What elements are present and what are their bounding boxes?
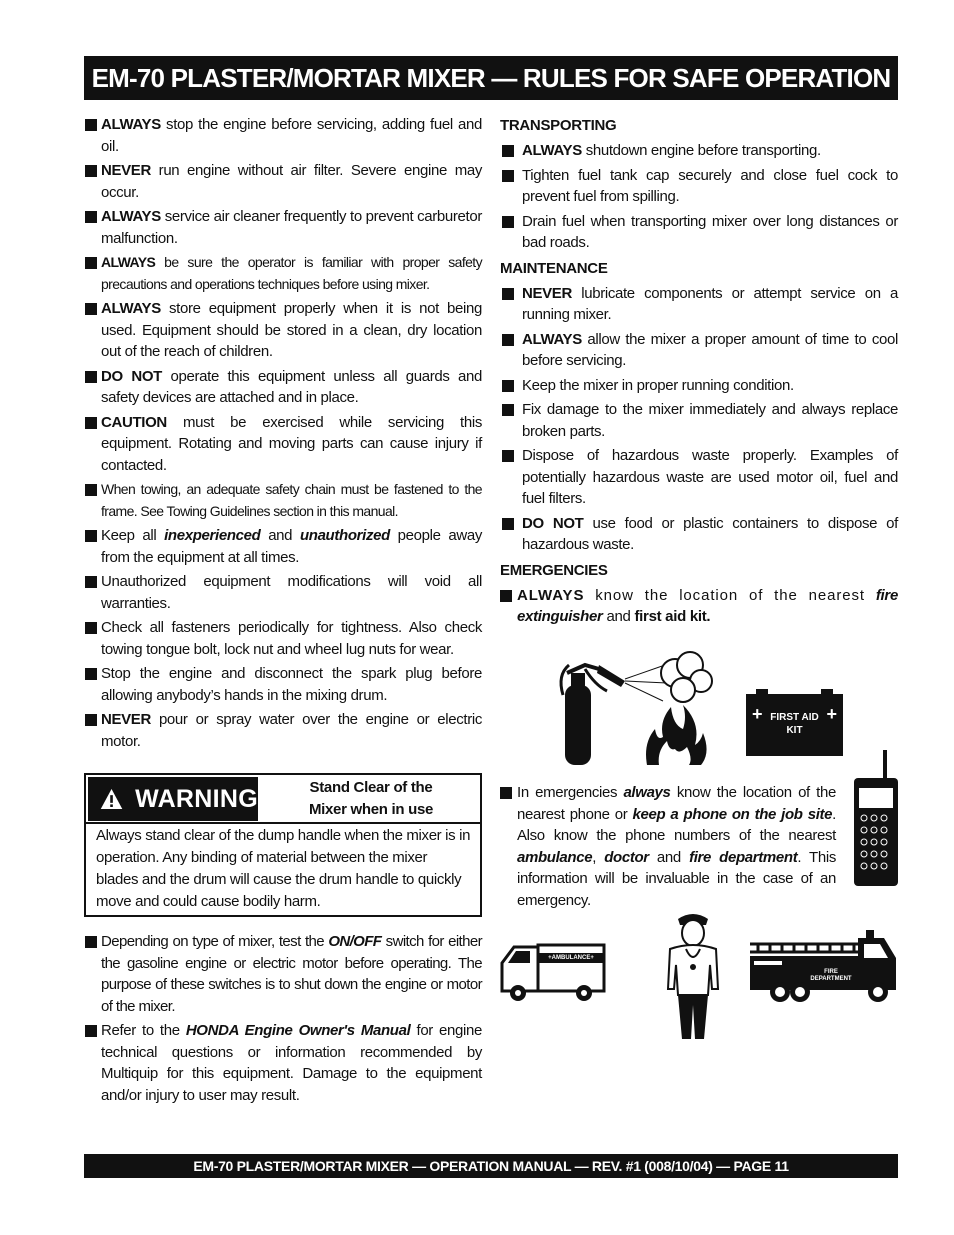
bullet-square-icon	[502, 518, 514, 530]
bullet-square-icon	[502, 380, 514, 392]
bullet-square-icon	[85, 211, 97, 223]
page-footer: EM-70 PLASTER/MORTAR MIXER — OPERATION MANUAL — REV. #1 (008/10/04) — PAGE 11	[84, 1154, 898, 1178]
list-item: NEVER lubricate components or attempt service on a running mixer.	[500, 283, 898, 326]
first-aid-kit-label: FIRST AID	[770, 712, 819, 723]
bullet-square-icon	[85, 936, 97, 948]
bullet-square-icon	[502, 334, 514, 346]
list-item: Drain fuel when transporting mixer over long distances or bad roads.	[500, 211, 898, 254]
fire-truck-label-line: FIRE	[824, 969, 838, 975]
right-column	[500, 114, 898, 631]
fire-truck-body-icon	[748, 928, 898, 1004]
section-heading-maintenance: MAINTENANCE	[500, 259, 608, 277]
list-item: ALWAYS store equipment properly when it is not being used. Equipment should be stored in a clean, dry location out of the reach of children.	[84, 298, 482, 363]
bullet-square-icon	[502, 216, 514, 228]
list-item: Depending on type of mixer, test the ON/OFF switch for either the gasoline engine or electric motor before operating. The purpose of these switches is to shut down the engine or motor of the mixer.	[84, 931, 482, 1017]
ambulance-icon	[500, 943, 606, 1003]
divider	[86, 822, 480, 824]
warning-caption-line: Stand Clear of the	[309, 779, 433, 796]
list-item: Stop the engine and disconnect the spark plug before allowing anybody’s hands in the mixing drum.	[84, 663, 482, 706]
bullet-square-icon	[85, 530, 97, 542]
list-item: ALWAYS stop the engine before servicing, adding fuel and oil.	[84, 114, 482, 157]
mobile-phone-icon	[853, 750, 899, 888]
bullet-square-icon	[85, 484, 97, 496]
fire-truck-icon	[748, 928, 898, 1004]
left-column-lower	[84, 931, 482, 1109]
list-item: Fix damage to the mixer immediately and always replace broken parts.	[500, 399, 898, 442]
list-item: Keep all inexperienced and unauthorized people away from the equipment at all times.	[84, 525, 482, 568]
list-item: Tighten fuel tank cap securely and close fuel cock to prevent fuel from spilling.	[500, 165, 898, 208]
bullet-square-icon	[502, 450, 514, 462]
list-item: DO NOT use food or plastic containers to dispose of hazardous waste.	[500, 513, 898, 556]
warning-triangle-icon	[100, 785, 123, 813]
bullet-square-icon	[85, 303, 97, 315]
list-item: NEVER run engine without air filter. Severe engine may occur.	[84, 160, 482, 203]
plus-icon: +	[826, 704, 837, 724]
warning-badge	[88, 777, 258, 821]
warning-text: Always stand clear of the dump handle when the mixer is in operation. Any binding of material between the mixer blades and the drum will cause the drum handle to quickly move and could cause bodily harm.	[96, 827, 471, 910]
list-item: Keep the mixer in proper running condition.	[500, 375, 898, 397]
warning-label: WARNING	[135, 784, 258, 813]
list-item: Refer to the HONDA Engine Owner's Manual for engine technical questions or information recommended by Multiquip for this equipment. Damage to the equipment and/or injury to user may result.	[84, 1020, 482, 1106]
bullet-square-icon	[502, 145, 514, 157]
page-title: EM-70 PLASTER/MORTAR MIXER — RULES FOR SAFE OPERATION	[84, 56, 898, 100]
bullet-square-icon	[85, 622, 97, 634]
warning-caption-line: Mixer when in use	[308, 801, 434, 818]
list-item: DO NOT operate this equipment unless all guards and safety devices are attached and in place.	[84, 366, 482, 409]
warning-box	[84, 773, 482, 917]
list-item: ALWAYS shutdown engine before transporting.	[500, 140, 898, 162]
left-column	[84, 114, 482, 755]
fire-extinguisher-icon	[555, 645, 715, 767]
list-item: ALWAYS service air cleaner frequently to prevent carburetor malfunction.	[84, 206, 482, 249]
bullet-square-icon	[500, 787, 512, 799]
list-item: When towing, an adequate safety chain must be fastened to the frame. See Towing Guidelines section in this manual.	[84, 479, 482, 522]
doctor-icon	[662, 909, 724, 1041]
plus-icon: +	[752, 704, 763, 724]
bullet-square-icon	[85, 371, 97, 383]
list-item: ALWAYS be sure the operator is familiar with proper safety precautions and operations techniques before using mixer.	[84, 252, 482, 295]
bullet-square-icon	[502, 288, 514, 300]
bullet-square-icon	[85, 119, 97, 131]
first-aid-kit-label: KIT	[786, 725, 803, 736]
bullet-square-icon	[85, 1025, 97, 1037]
list-item: ALWAYS know the location of the nearest fire extinguisher and first aid kit.	[500, 585, 898, 628]
fire-truck-label	[806, 969, 856, 983]
fire-truck-label-line: DEPARTMENT	[810, 976, 852, 982]
list-item: CAUTION must be exercised while servicing this equipment. Rotating and moving parts can cause injury if contacted.	[84, 412, 482, 477]
list-item: NEVER pour or spray water over the engine or electric motor.	[84, 709, 482, 752]
ambulance-body-icon	[500, 943, 606, 1003]
list-item: In emergencies always know the location of the nearest phone or keep a phone on the job site. Also know the phone numbers of the nearest ambulance, doctor and fire department. This information will be invaluable in the case of an emergency.	[500, 782, 836, 911]
bullet-square-icon	[85, 165, 97, 177]
list-item: Check all fasteners periodically for tightness. Also check towing tongue bolt, lock nut and wheel lug nuts for wear.	[84, 617, 482, 660]
list-item: Unauthorized equipment modifications will void all warranties.	[84, 571, 482, 614]
list-item: Dispose of hazardous waste properly. Examples of potentially hazardous waste are used motor oil, fuel and fuel filters.	[500, 445, 898, 510]
bullet-square-icon	[85, 257, 97, 269]
bullet-square-icon	[85, 417, 97, 429]
bullet-square-icon	[502, 404, 514, 416]
bullet-square-icon	[85, 576, 97, 588]
first-aid-kit-icon	[746, 689, 843, 756]
bullet-square-icon	[85, 714, 97, 726]
section-heading-transporting: TRANSPORTING	[500, 117, 617, 134]
ambulance-label: +AMBULANCE+	[548, 955, 594, 961]
warning-caption	[261, 777, 481, 821]
bullet-square-icon	[85, 668, 97, 680]
bullet-square-icon	[500, 590, 512, 602]
section-heading-emergencies: EMERGENCIES	[500, 561, 608, 579]
bullet-square-icon	[502, 170, 514, 182]
list-item: ALWAYS allow the mixer a proper amount of time to cool before servicing.	[500, 329, 898, 372]
